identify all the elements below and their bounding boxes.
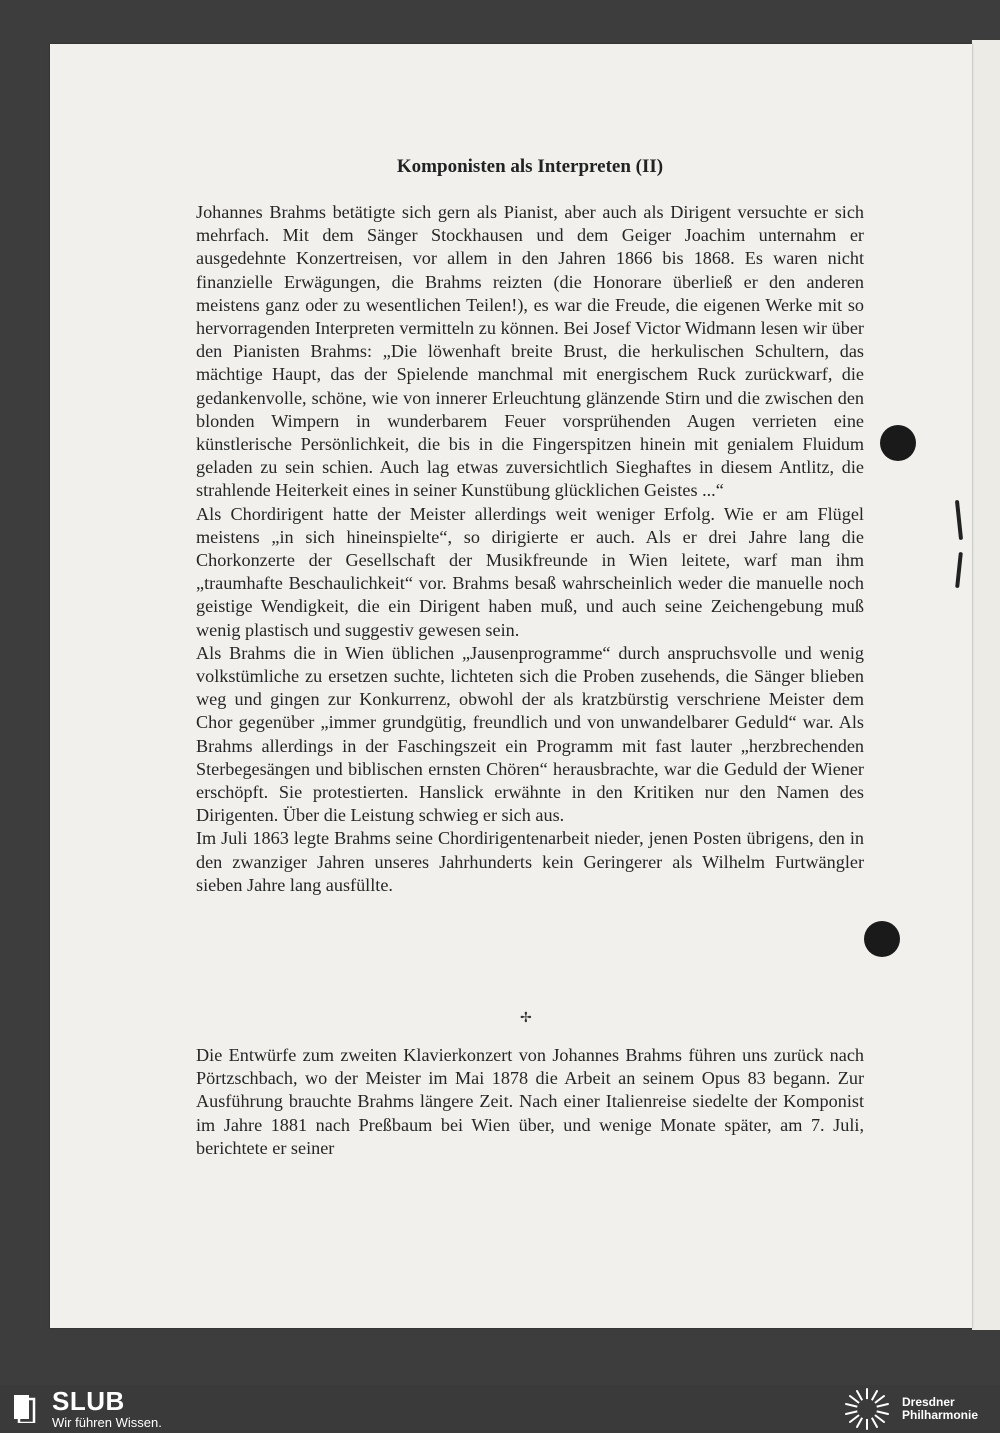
body-text-section-1 xyxy=(196,201,864,897)
section-separator: ✢ xyxy=(520,1010,532,1026)
philharmonie-logo-icon[interactable] xyxy=(842,1387,892,1431)
next-page-edge xyxy=(972,40,1000,1330)
library-tagline: Wir führen Wissen. xyxy=(52,1415,162,1430)
slub-book-icon xyxy=(14,1395,36,1423)
paragraph: Im Juli 1863 legte Brahms seine Chordirigentenarbeit nieder, jenen Posten übrigens, den in den zwanziger Jahren unseres Jahrhunderts kein Geringerer als Wilhelm Furtwängler sieben Jahre lang ausfüllte. xyxy=(196,828,864,895)
library-logo-text[interactable]: SLUB xyxy=(52,1386,125,1416)
partner-name-line-2: Philharmonie xyxy=(902,1408,979,1422)
paragraph: Die Entwürfe zum zweiten Klavierkonzert von Johannes Brahms führen uns zurück nach Pörtzschbach, wo der Meister im Mai 1878 die Arbeit an seinem Opus 83 begann. Zur Ausführung brauchte Brahms längere Zeit. Nach einer Italienreise siedelte der Komponist im Jahre 1881 nach Preßbaum bei Wien über, und wenige Monate später, am 7. Juli, berichtete er seiner xyxy=(196,1045,864,1158)
page-title: Komponisten als Interpreten (II) xyxy=(396,156,664,177)
punch-hole xyxy=(880,425,916,461)
paragraph: Johannes Brahms betätigte sich gern als Pianist, aber auch als Dirigent versuchte er sich mehrfach. Mit dem Sänger Stockhausen und dem Geiger Joachim unternahm er ausgedehnte Konzertreisen, vor allem in den Jahren 1866 bis 1868. Es waren nicht finanzielle Erwägungen, die Brahms reizten (die Honorare überließ er den anderen meistens ganz oder zu wesentlichen Teilen!), es war die Freude, die eigenen Werke mit so hervorragenden Interpreten vermitteln zu können. Bei Josef Victor Widmann lesen wir über den Pianisten Brahms: „Die löwenhaft breite Brust, die herkulischen Schultern, das mächtige Haupt, das der Spielende manchmal mit energischem Ruck zurückwarf, die gedankenvolle, schöne, wie von innerer Erleuchtung glänzende Stirn und die zwischen den blonden Wimpern in wunderbarem Feuer vorsprühenden Augen verrieten eine künstlerische Persönlichkeit, die bis in die Fingerspitzen hinein mit genialem Fluidum geladen zu sein schien. Auch lag etwas zuversichtlich Sieghaftes in diesem Antlitz, die strahlende Heiterkeit eines in seiner Kunstübung glücklichen Geistes ...“ xyxy=(196,202,864,501)
paragraph: Als Brahms die in Wien üblichen „Jausenprogramme“ durch anspruchsvolle und wenig volkstümliche zu ersetzen suchte, lichteten sich die Proben zusehends, die Sänger blieben weg und gingen zur Konkurrenz, obwohl der als kratzbürstig verschriene Meister dem Chor gegenüber „immer grundgütig, freundlich und von unwandelbarer Geduld“ war. Als Brahms allerdings in der Faschingszeit ein Programm mit fast lauter „herzbrechenden Sterbegesängen und biblischen ernsten Chören“ herausbrachte, war die Geduld der Wiener erschöpft. Sie protestierten. Hanslick erwähnte in den Kritiken nur den Namen des Dirigenten. Über die Leistung schwieg er sich aus. xyxy=(196,642,864,826)
partner-name-line-1: Dresdner xyxy=(902,1395,955,1409)
paragraph: Als Chordirigent hatte der Meister allerdings weit weniger Erfolg. Wie er am Flügel meistens „in sich hineinspielte“, so dirigierte er auch. Als er drei Jahre lang die Chorkonzerte der Gesellschaft der Musikfreunde in Wien leitete, warf man ihm „traumhafte Beschaulichkeit“ vor. Brahms besaß wahrscheinlich weder die manuelle noch geistige Wendigkeit, die ein Dirigent haben muß, und auch seine Zeichengebung muß wenig plastisch und suggestiv gewesen sein. xyxy=(196,503,864,640)
body-text-section-2 xyxy=(196,1044,864,1160)
punch-hole xyxy=(864,921,900,957)
footer-bar xyxy=(0,1385,1000,1433)
partner-name xyxy=(902,1396,978,1422)
